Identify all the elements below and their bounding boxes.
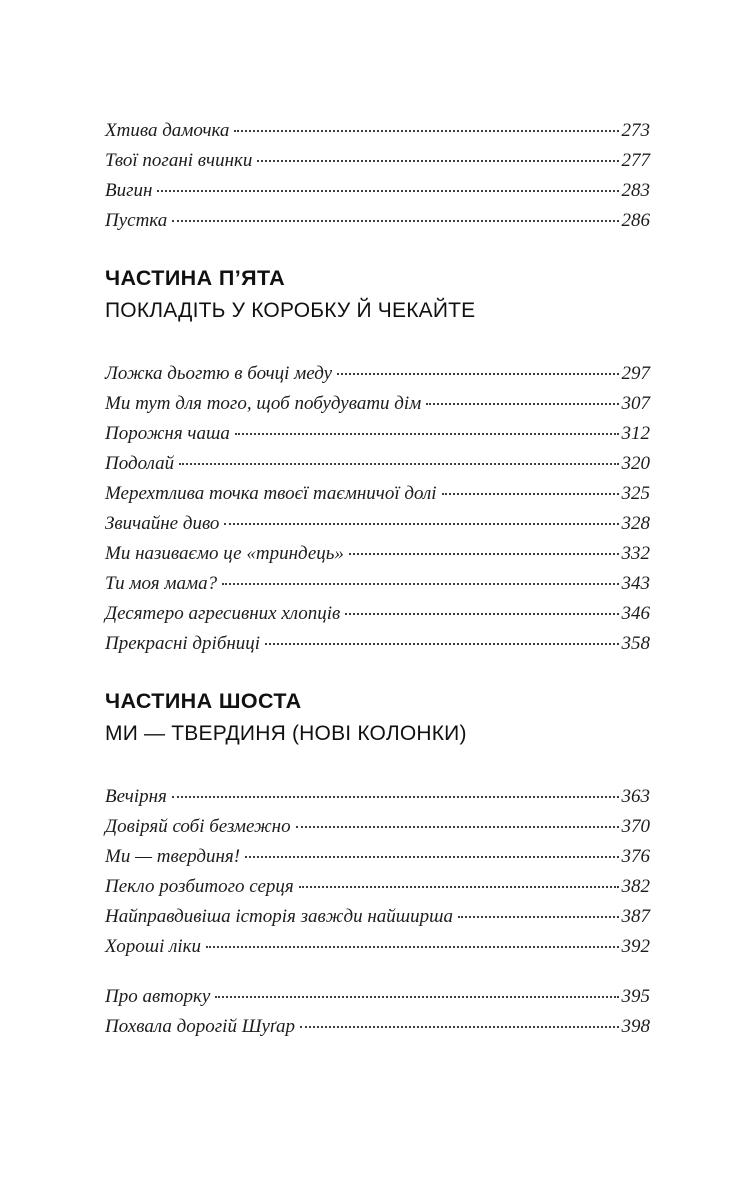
entry-title: Хтива дамочка [105, 120, 230, 141]
entry-title: Найправдивіша історія завжди найширша [105, 906, 453, 927]
toc-entry [105, 902, 650, 932]
dot-leader [172, 796, 619, 798]
dot-leader [215, 996, 618, 998]
dot-leader [157, 190, 618, 192]
entry-title: Твої погані вчинки [105, 150, 253, 171]
toc-group [105, 116, 650, 236]
toc-entry [105, 419, 650, 449]
entry-title: Порожня чаша [105, 423, 230, 444]
entry-title: Звичайне диво [105, 513, 220, 534]
entry-title: Довіряй собі безмежно [105, 816, 291, 837]
toc-group [105, 689, 650, 962]
entry-page-number: 320 [621, 453, 650, 474]
entry-page-number: 376 [621, 846, 650, 867]
dot-leader [179, 463, 618, 465]
dot-leader [458, 916, 619, 918]
toc-group [105, 982, 650, 1042]
dot-leader [235, 433, 619, 435]
entry-title: Подолай [105, 453, 175, 474]
entry-title: Похвала дорогій Шуґар [105, 1016, 295, 1037]
dot-leader [345, 613, 618, 615]
toc-entry [105, 389, 650, 419]
entry-page-number: 358 [621, 633, 650, 654]
entry-title: Ложка дьогтю в бочці меду [105, 363, 333, 384]
toc-entry [105, 599, 650, 629]
dot-leader [257, 160, 618, 162]
toc-entry [105, 359, 650, 389]
section-subheading: ПОКЛАДІТЬ У КОРОБКУ Й ЧЕКАЙТЕ [105, 299, 476, 322]
toc-entry [105, 509, 650, 539]
entry-title: Хороші ліки [105, 936, 202, 957]
toc-entry [105, 569, 650, 599]
dot-leader [442, 493, 619, 495]
toc-entry [105, 932, 650, 962]
section-heading-block [105, 266, 650, 323]
dot-leader [245, 856, 618, 858]
toc-entry [105, 176, 650, 206]
table-of-contents [105, 116, 650, 1042]
dot-leader [426, 403, 618, 405]
entry-page-number: 346 [621, 603, 650, 624]
entry-page-number: 273 [621, 120, 650, 141]
entry-title: Пекло розбитого серця [105, 876, 294, 897]
section-heading: ЧАСТИНА П’ЯТА [105, 266, 286, 290]
entry-title: Десятеро агресивних хлопців [105, 603, 341, 624]
toc-entry [105, 539, 650, 569]
entry-page-number: 283 [621, 180, 650, 201]
dot-leader [337, 373, 618, 375]
dot-leader [265, 643, 618, 645]
toc-entry [105, 206, 650, 236]
entry-page-number: 392 [621, 936, 650, 957]
dot-leader [299, 886, 619, 888]
toc-entry [105, 812, 650, 842]
dot-leader [206, 946, 618, 948]
section-heading: ЧАСТИНА ШОСТА [105, 689, 302, 713]
section-heading-block [105, 689, 650, 746]
section-subheading: МИ — ТВЕРДИНЯ (НОВІ КОЛОНКИ) [105, 722, 467, 745]
entry-title: Прекрасні дрібниці [105, 633, 261, 654]
entry-title: Мерехтлива точка твоєї таємничої долі [105, 483, 437, 504]
dot-leader [224, 523, 618, 525]
toc-entry [105, 449, 650, 479]
toc-entry [105, 782, 650, 812]
toc-entry [105, 146, 650, 176]
entry-title: Вигин [105, 180, 153, 201]
dot-leader [296, 826, 619, 828]
entry-page-number: 332 [621, 543, 650, 564]
toc-entry [105, 982, 650, 1012]
entry-page-number: 297 [621, 363, 650, 384]
toc-group [105, 266, 650, 659]
entry-page-number: 398 [621, 1016, 650, 1037]
entry-page-number: 387 [621, 906, 650, 927]
entry-page-number: 286 [621, 210, 650, 231]
entry-page-number: 370 [621, 816, 650, 837]
dot-leader [234, 130, 618, 132]
toc-entry [105, 116, 650, 146]
entry-title: Ти моя мама? [105, 573, 218, 594]
entry-page-number: 277 [621, 150, 650, 171]
dot-leader [300, 1026, 619, 1028]
toc-entry [105, 479, 650, 509]
dot-leader [222, 583, 618, 585]
entry-title: Про авторку [105, 986, 211, 1007]
entry-page-number: 312 [621, 423, 650, 444]
entry-title: Ми називаємо це «триндець» [105, 543, 344, 564]
toc-entry [105, 1012, 650, 1042]
entry-title: Пустка [105, 210, 168, 231]
entry-title: Вечірня [105, 786, 167, 807]
entry-page-number: 395 [621, 986, 650, 1007]
dot-leader [349, 553, 619, 555]
toc-entry [105, 842, 650, 872]
entry-page-number: 382 [621, 876, 650, 897]
entry-page-number: 328 [621, 513, 650, 534]
toc-entry [105, 872, 650, 902]
entry-page-number: 325 [621, 483, 650, 504]
entry-page-number: 363 [621, 786, 650, 807]
toc-entry [105, 629, 650, 659]
dot-leader [172, 220, 618, 222]
entry-title: Ми — твердиня! [105, 846, 241, 867]
entry-page-number: 343 [621, 573, 650, 594]
entry-title: Ми тут для того, щоб побудувати дім [105, 393, 422, 414]
entry-page-number: 307 [621, 393, 650, 414]
